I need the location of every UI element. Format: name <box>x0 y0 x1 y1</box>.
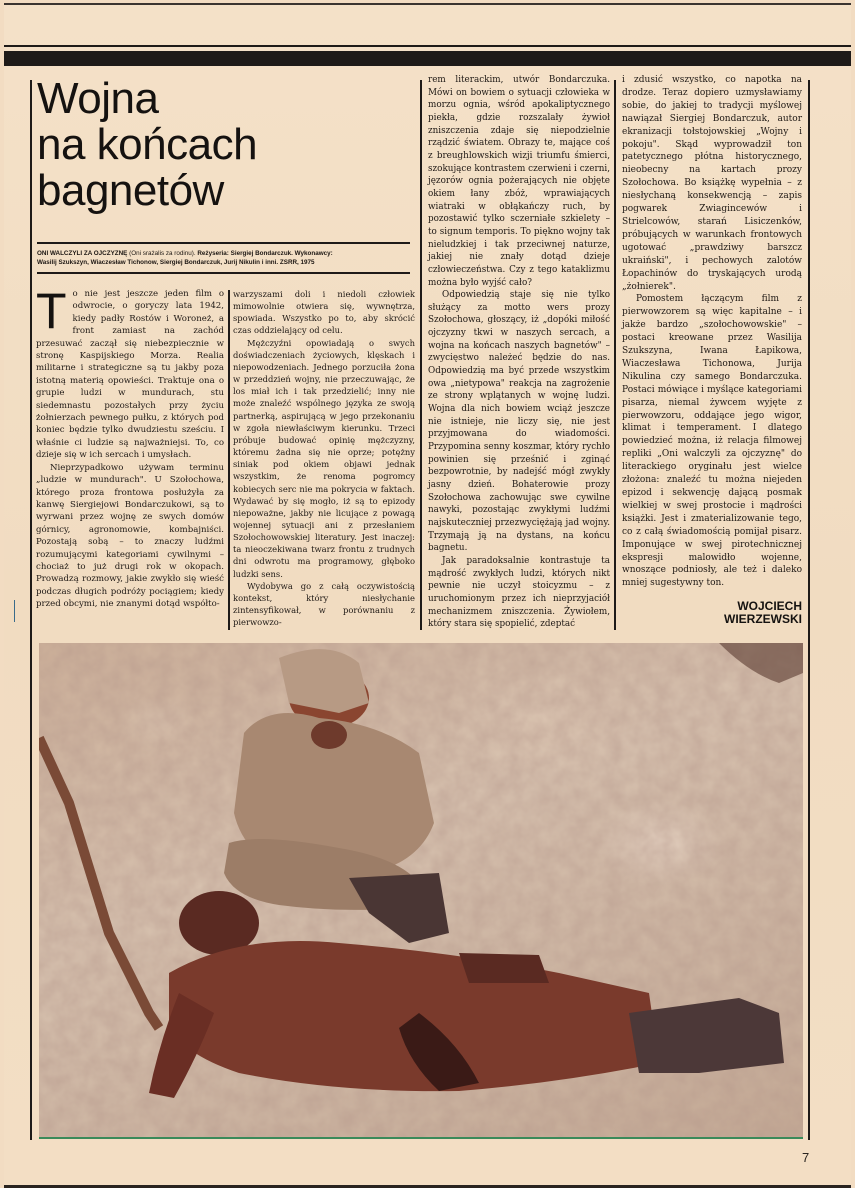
article-title <box>37 76 417 214</box>
frame-right-rule <box>808 80 810 1140</box>
paragraph: Odpowiedzią staje się nie tylko służący za motto wers prozy Szołochowa, głoszący, iż „dopóki miłość ojczyzny tkwi w naszych sercach, a wojna na końcach naszych bagnetów" – zwycięstwo należeć będzie do nas. Odpowiedzią ma być przede wszystkim owa „nietypowa" reakcja na zagrożenie ze strony wplątanych w wojnę ludzi. Wojna dla nich bowiem wciąż jeszcze nie istnieje, nie liczy się, nie jest przyjmowana do wiadomości. Przypomina senny koszmar, który rychło powinien się prześnić i zginąć bezpowrotnie, by nadejść mógł zwykły jasny dzień. Bohaterowie prozy Szołochowa zachowując swe cywilne nawyki, pozostając zwykłymi ludźmi najskuteczniej przezwyciężają jad wojny. Trzymają ją na dystans, na końcu bagnetu. <box>428 290 610 554</box>
top-rule <box>4 45 851 47</box>
column-divider <box>228 290 230 630</box>
credits-line-2: Wasilij Szukszyn, Wiaczesław Tichonow, Siergiej Bondarczuk, Jurij Nikulin i inni. ZSRR, 1975 <box>37 259 315 266</box>
text-column-3 <box>428 74 610 631</box>
paragraph: Wydobywa go z całą oczywistością kontekst, który niesłychanie zintensyfikował, w porównaniu z pierwowzo- <box>233 580 415 628</box>
column-divider <box>420 80 422 630</box>
title-line: bagnetów <box>37 166 224 215</box>
paragraph: Mężczyźni opowiadają o swych doświadczeniach życiowych, klęskach i niepowodzeniach. Jednego porzuciła żona w przeddzień wojny, nie przeczuwając, że los miał ich i tak przedzielić; inny nie może znaleźć wspólnego języka ze swoją partnerką, aspirującą w jego przekonaniu w zgoła niewłaściwym kierunku. Trzeci próbuje budować opinię mężczyzny, któremu żadna się nie oprze; potężny siniak pod okiem objawi jednak wszystkim, że renoma pogromcy kobiecych serc nie ma pokrycia w faktach. Wydawać by się mogło, iż są to epizody niepoważne, jakby nie licujące z powagą wojennej sytuacji ani z przesłaniem Szołochowowskiej literatury. Jest inaczej: ta nieoczekiwana twarz frontu z trudnych dni odwrotu ma programowy, głęboko ludzki sens. <box>233 337 415 579</box>
film-original-title: (Oni srażalis za rodinu). <box>129 250 196 257</box>
credits-director: Reżyseria: Siergiej Bondarczuk. Wykonawcy: <box>197 250 333 257</box>
film-credits <box>37 249 417 267</box>
credits-bottom-rule <box>37 272 410 274</box>
paragraph <box>36 283 224 462</box>
credits-line-1 <box>37 249 417 258</box>
paragraph: Nieprzypadkowo używam terminu „ludzie w mundurach". U Szołochowa, którego proza frontowa posłużyła za kanwę Siergiejowi Bondarczukowi, są to wyrwani przez wojnę ze swych domów górnicy, agronomowie, kombajniści. Pozostają sobą – to znaczy ludźmi rozumującymi kategoriami cywilnymi – chociaż to już drugi rok w okopach. Prowadzą rozmowy, jakie zwykło się wieść podczas długich podróży pociągiem; kiedy przed obcymi, nie znanymi dotąd współto- <box>36 462 224 610</box>
paragraph: Jak paradoksalnie kontrastuje ta mądrość zwykłych ludzi, których nikt pewnie nie uczył stoicyzmu – z uruchomionym przez ich nieprzyjaciół mechanizmem zniszczenia. Żywiołem, który stara się spopielić, zdeptać <box>428 555 610 630</box>
drop-cap: T <box>36 283 67 339</box>
top-black-band <box>4 51 851 66</box>
author-last-name: WIERZEWSKI <box>724 612 802 626</box>
film-title: ONI WALCZYLI ZA OJCZYZNĘ <box>37 250 128 257</box>
paragraph: warzyszami doli i niedoli człowiek mimowolnie otwiera się, wywnętrza, spowiada. Wszystko po to, aby skrócić czas oddzielający od celu. <box>233 289 415 336</box>
frame-left-rule <box>30 80 32 1140</box>
paragraph: Pomostem łączącym film z pierwowzorem są więc kapitalne – i jakże bardzo „szołochowowskie" – postaci kreowane przez Wasilija Szukszyna, Iwana Łapikowa, Wiaczesława Tichonowa, Jurija Nikulina czy samego Bondarczuka. Postaci mówiące i myślące kategoriami pisarza, niemal żywcem wyjęte z pierwowzoru, oddające jego wigor, klimat i temperament. I dlatego powiedzieć można, iż relacja filmowej repliki „Oni walczyli za ojczyznę" do literackiego oryginału jest wielce złożona: znaleźć tu można niejeden epizod i sekwencję dającą posmak wielkiej w swej prostocie i mądrości książki. Jest i zmaterializowanie tego, co z całą świadomością pomijał pisarz. Imponujące w swej pirotechnicznej ekspresji malowidło wojenne, wnoszące podniosły, ale też i daleko mniej sugestywny ton. <box>622 294 802 589</box>
page-number: 7 <box>802 1150 810 1165</box>
paragraph: rem literackim, utwór Bondarczuka. Mówi on bowiem o sytuacji człowieka w morzu ognia, wśród apokaliptycznego piekła, gdzie rozszalały żywioł zniszczenia zdaje się niepodzielnie rządzić światem. Obrazy te, mające coś z breughlowskich wizji triumfu śmierci, szokujące kontrastem czerwieni i czerni, jęzorów ognia pożerających nie objęte okiem łany zbóż, wprawiających wiatraki w obłąkańczy ruch, by pozostawić tylko sczerniałe szkielety – to signum temporis. To piękno wojny tak nieludzkiej i tak przeciwnej naturze, jakiej nie znały dotąd dzieje człowieczeństwa. Czy z tego kataklizmu można było wyjść cało? <box>428 75 610 288</box>
film-still-photo <box>39 643 803 1139</box>
margin-mark <box>14 600 15 622</box>
credits-top-rule <box>37 242 410 244</box>
author-signature <box>700 600 802 626</box>
text-column-2 <box>233 288 415 628</box>
text-column-1 <box>36 283 224 611</box>
title-line: Wojna <box>37 74 159 123</box>
title-line: na końcach <box>37 120 258 169</box>
photo-illustration <box>39 643 803 1137</box>
paragraph-text: o nie jest jeszcze jeden film o odwrocie, o goryczy lata 1942, kiedy padły Rostów i Woroneż, a front zamiast na zachód przesuwać zaczął się niebezpiecznie w stronę Kaspijskiego Morza. Realia militarne i strategiczne są tu jakby poza istotną materią opowieści. Traktuje ona o grupie ludzi w mundurach, stu siedemnastu pozostałych przy życiu żołnierzach pewnego pułku, z których pod koniec będzie tylko dwudziestu sześciu. I właśnie ci ludzie są najważniejsi. To, co dzieje się w ich sercach i umysłach. <box>36 289 224 461</box>
author-first-name: WOJCIECH <box>737 599 802 613</box>
paragraph: i zdusić wszystko, co napotka na drodze. Teraz dopiero uzmysławiamy sobie, do jakiej to tradycji myślowej nawiązał Siergiej Bondarczuk, autor ekranizacji tołstojowskiej „Wojny i pokoju". Skąd wyprowadził ton patetycznego płótna historycznego, nieobecny na kartach prozy Szołochowa. Bo książkę wypełnia – z niesłychaną konsekwencją – zapis pogwarek Zwiagincewów i Strielcowów, starań Lisiczenków, próbujących w warunkach frontowych ugotować „prawdziwy barszcz ukraiński", i pechowych zalotów Łopachinów do tryskających urodą „żołnierek". <box>622 75 802 292</box>
column-divider <box>614 80 616 630</box>
text-column-4 <box>622 74 802 590</box>
